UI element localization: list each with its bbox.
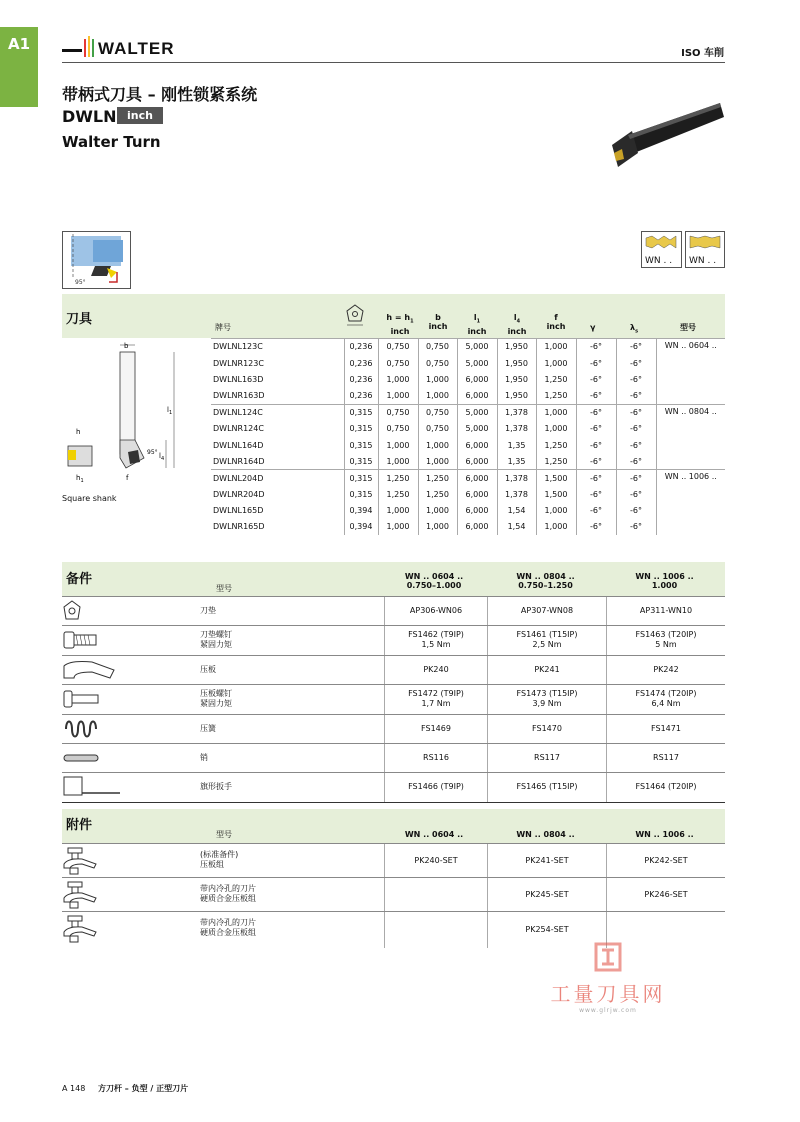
set-number-cell: PK246-SET bbox=[606, 878, 725, 912]
value-cell: 1,000 bbox=[536, 339, 576, 355]
part-number-cell: AP306-WN06 bbox=[384, 597, 487, 626]
part-number-cell: PK240 bbox=[384, 656, 487, 685]
value-cell: 6,000 bbox=[457, 502, 497, 518]
value-cell: 0,750 bbox=[378, 339, 418, 355]
part-number-cell: AP311-WN10 bbox=[606, 597, 725, 626]
table-row bbox=[211, 453, 725, 469]
value-cell: -6° bbox=[576, 355, 616, 371]
svg-text:f: f bbox=[126, 474, 129, 482]
value-cell: 0,236 bbox=[344, 371, 378, 387]
value-cell: 6,000 bbox=[457, 453, 497, 469]
value-cell: 0,394 bbox=[344, 502, 378, 518]
part-number-cell: AP307-WN08 bbox=[487, 597, 606, 626]
value-cell: -6° bbox=[576, 502, 616, 518]
value-cell: 1,000 bbox=[418, 388, 457, 404]
page-tab: A1 bbox=[0, 27, 38, 107]
unit-badge: inch bbox=[117, 107, 163, 124]
value-cell: 0,315 bbox=[344, 453, 378, 469]
value-cell: 0,315 bbox=[344, 486, 378, 502]
value-cell: 1,000 bbox=[378, 388, 418, 404]
value-cell: 1,000 bbox=[378, 519, 418, 535]
value-cell: 1,000 bbox=[378, 371, 418, 387]
part-number-cell: PK241 bbox=[487, 656, 606, 685]
value-cell: 1,35 bbox=[497, 437, 536, 453]
clamp-icon bbox=[62, 658, 118, 686]
value-cell: 1,950 bbox=[497, 388, 536, 404]
value-cell: 1,378 bbox=[497, 470, 536, 486]
value-cell: 1,54 bbox=[497, 502, 536, 518]
col-gamma: γ bbox=[590, 323, 596, 332]
table-row bbox=[211, 339, 725, 355]
page-title: 带柄式刀具 – 刚性锁紧系统 bbox=[62, 85, 258, 104]
value-cell: 1,250 bbox=[536, 437, 576, 453]
table-row bbox=[211, 519, 725, 535]
set-number-cell bbox=[384, 878, 487, 912]
value-cell: 1,000 bbox=[536, 502, 576, 518]
part-number-cell: FS1465 (T15IP) bbox=[487, 773, 606, 803]
value-cell: 6,000 bbox=[457, 437, 497, 453]
designation-cell: DWLNR124C bbox=[213, 424, 264, 434]
value-cell: -6° bbox=[576, 371, 616, 387]
value-cell: 1,250 bbox=[536, 388, 576, 404]
insert-icon bbox=[345, 303, 365, 333]
svg-text:WALTER: WALTER bbox=[98, 39, 175, 58]
set-number-cell: PK242-SET bbox=[606, 844, 725, 878]
value-cell: 1,378 bbox=[497, 420, 536, 436]
part-number-cell: RS117 bbox=[487, 744, 606, 773]
clamp-set-icon bbox=[62, 846, 102, 880]
value-cell: 1,000 bbox=[418, 519, 457, 535]
shim-screw-icon bbox=[62, 628, 102, 656]
value-cell: -6° bbox=[576, 339, 616, 355]
value-cell: 1,000 bbox=[378, 437, 418, 453]
machining-diagram bbox=[62, 231, 131, 289]
table-row bbox=[62, 772, 725, 802]
tool-holder-image bbox=[608, 95, 728, 179]
set-label: (标准备件) 压板组 bbox=[200, 850, 239, 869]
watermark: 工量刀具网 www.glrjw.com bbox=[538, 940, 678, 1014]
part-label: 压板螺钉 紧固力矩 bbox=[200, 689, 232, 708]
value-cell: -6° bbox=[616, 388, 656, 404]
watermark-logo-icon bbox=[588, 940, 628, 974]
part-number-cell: FS1469 bbox=[384, 715, 487, 744]
svg-text:95°: 95° bbox=[147, 449, 158, 456]
accessories-heading: 附件 bbox=[66, 818, 93, 833]
set-number-cell: PK245-SET bbox=[487, 878, 606, 912]
svg-text:95°: 95° bbox=[75, 279, 86, 286]
table-row bbox=[211, 404, 725, 420]
value-cell: -6° bbox=[576, 453, 616, 469]
value-cell: 0,750 bbox=[378, 355, 418, 371]
table-row bbox=[211, 502, 725, 518]
value-cell: 0,750 bbox=[378, 420, 418, 436]
designation-cell: DWLNR123C bbox=[213, 358, 264, 368]
tools-heading: 刀具 bbox=[66, 312, 93, 327]
part-label: 旗形扳手 bbox=[200, 782, 232, 791]
value-cell: -6° bbox=[576, 420, 616, 436]
part-number-cell: RS116 bbox=[384, 744, 487, 773]
value-cell: -6° bbox=[576, 437, 616, 453]
table-row bbox=[62, 714, 725, 743]
spares-col-3: WN .. 1006 .. 1.000 bbox=[635, 572, 694, 590]
pin-icon bbox=[62, 746, 102, 774]
table-row bbox=[62, 843, 725, 877]
designation-cell: DWLNR204D bbox=[213, 489, 265, 499]
value-cell: 1,950 bbox=[497, 339, 536, 355]
part-number-cell: FS1471 bbox=[606, 715, 725, 744]
value-cell: -6° bbox=[616, 502, 656, 518]
col-designation: 牌号 bbox=[215, 323, 231, 332]
part-number-cell: FS1462 (T9IP) 1,5 Nm bbox=[384, 626, 487, 656]
clamp-set-icon bbox=[62, 914, 102, 948]
value-cell: 1,950 bbox=[497, 371, 536, 387]
part-label: 压簧 bbox=[200, 724, 216, 733]
svg-text:l4: $l_4$ bbox=[159, 452, 165, 462]
part-label: 销 bbox=[200, 753, 208, 762]
value-cell: 1,000 bbox=[418, 371, 457, 387]
value-cell: 1,000 bbox=[536, 355, 576, 371]
value-cell: -6° bbox=[616, 453, 656, 469]
part-label: 刀垫螺钉 紧固力矩 bbox=[200, 630, 232, 649]
value-cell: 0,315 bbox=[344, 437, 378, 453]
table-row bbox=[211, 470, 725, 486]
set-label: 带内冷孔的刀片 硬质合金压板组 bbox=[200, 918, 256, 937]
value-cell: -6° bbox=[576, 388, 616, 404]
table-row bbox=[211, 420, 725, 436]
section-label: ISO 车削 bbox=[681, 48, 724, 59]
spares-heading: 备件 bbox=[66, 572, 93, 587]
value-cell: 1,000 bbox=[418, 437, 457, 453]
designation-cell: DWLNL165D bbox=[213, 506, 264, 516]
value-cell: -6° bbox=[616, 371, 656, 387]
designation-cell: DWLNL204D bbox=[211, 470, 344, 486]
value-cell: 5,000 bbox=[457, 355, 497, 371]
spares-col-1: WN .. 0604 .. 0.750–1.000 bbox=[404, 572, 464, 590]
designation-cell: DWLNL163D bbox=[213, 374, 264, 384]
value-cell: 1,250 bbox=[536, 453, 576, 469]
value-cell: 0,236 bbox=[344, 339, 378, 355]
value-cell: 1,000 bbox=[536, 420, 576, 436]
svg-text:h: h bbox=[76, 428, 81, 436]
flag-key-icon bbox=[62, 775, 122, 803]
value-cell: 0,750 bbox=[418, 355, 457, 371]
product-code: DWLN bbox=[62, 107, 117, 126]
svg-text:l1: $l_1$ bbox=[167, 406, 173, 416]
value-cell: 0,236 bbox=[344, 355, 378, 371]
value-cell: -6° bbox=[576, 486, 616, 502]
table-row bbox=[62, 877, 725, 911]
insert-type-cell: WN .. 0604 .. bbox=[656, 339, 725, 405]
value-cell: 1,250 bbox=[378, 486, 418, 502]
part-number-cell: FS1474 (T20IP) 6,4 Nm bbox=[606, 685, 725, 715]
value-cell: 1,000 bbox=[378, 453, 418, 469]
value-cell: -6° bbox=[616, 355, 656, 371]
value-cell: 0,750 bbox=[378, 404, 418, 420]
value-cell: 0,750 bbox=[418, 404, 457, 420]
designation-cell: DWLNL164D bbox=[213, 440, 264, 450]
walter-logo bbox=[62, 33, 202, 63]
acc-col-1: WN .. 0604 .. bbox=[404, 830, 464, 839]
clamp-screw-icon bbox=[62, 687, 102, 715]
value-cell: -6° bbox=[616, 519, 656, 535]
spares-type-label: 型号 bbox=[216, 584, 232, 593]
designation-cell: DWLNR163D bbox=[213, 391, 265, 401]
part-number-cell: FS1473 (T15IP) 3,9 Nm bbox=[487, 685, 606, 715]
value-cell: 0,315 bbox=[344, 420, 378, 436]
value-cell: 1,378 bbox=[497, 486, 536, 502]
value-cell: 6,000 bbox=[457, 519, 497, 535]
value-cell: 5,000 bbox=[457, 420, 497, 436]
set-number-cell: PK254-SET bbox=[487, 912, 606, 948]
value-cell: 1,000 bbox=[418, 453, 457, 469]
clamp-set-icon bbox=[62, 880, 102, 914]
col-l4: $l_4$ inch bbox=[507, 313, 527, 336]
value-cell: 5,000 bbox=[457, 339, 497, 355]
value-cell: 1,378 bbox=[497, 404, 536, 420]
part-label: 刀垫 bbox=[200, 606, 216, 615]
value-cell: 0,750 bbox=[418, 339, 457, 355]
value-cell: -6° bbox=[576, 519, 616, 535]
part-number-cell: FS1470 bbox=[487, 715, 606, 744]
table-row bbox=[211, 371, 725, 387]
shank-label: Square shank bbox=[62, 494, 117, 503]
table-row bbox=[62, 596, 725, 625]
insert-type-cell: WN .. 1006 .. bbox=[656, 470, 725, 536]
value-cell: 6,000 bbox=[457, 470, 497, 486]
set-label: 带内冷孔的刀片 硬质合金压板组 bbox=[200, 884, 256, 903]
table-row bbox=[62, 655, 725, 684]
value-cell: 1,000 bbox=[536, 404, 576, 420]
value-cell: 1,000 bbox=[418, 502, 457, 518]
spring-icon bbox=[62, 717, 102, 745]
designation-cell: DWLNR164D bbox=[213, 456, 265, 466]
part-number-cell: RS117 bbox=[606, 744, 725, 773]
value-cell: 1,250 bbox=[536, 371, 576, 387]
value-cell: -6° bbox=[616, 339, 656, 355]
table-row bbox=[62, 684, 725, 714]
value-cell: 1,250 bbox=[418, 470, 457, 486]
header-divider bbox=[62, 62, 725, 63]
part-number-cell: FS1466 (T9IP) bbox=[384, 773, 487, 803]
value-cell: 1,250 bbox=[378, 470, 418, 486]
value-cell: 0,394 bbox=[344, 519, 378, 535]
value-cell: 1,000 bbox=[378, 502, 418, 518]
value-cell: -6° bbox=[576, 404, 616, 420]
value-cell: 6,000 bbox=[457, 388, 497, 404]
set-number-cell bbox=[384, 912, 487, 948]
value-cell: 6,000 bbox=[457, 371, 497, 387]
shim-icon bbox=[62, 599, 102, 627]
col-f: f inch bbox=[546, 313, 566, 331]
value-cell: -6° bbox=[616, 404, 656, 420]
acc-type-label: 型号 bbox=[216, 830, 232, 839]
col-h: $h = h_1$ inch bbox=[386, 313, 414, 336]
value-cell: 5,000 bbox=[457, 404, 497, 420]
table-row bbox=[211, 355, 725, 371]
designation-cell: DWLNL123C bbox=[211, 339, 344, 355]
brand-name: Walter Turn bbox=[62, 133, 161, 151]
acc-col-3: WN .. 1006 .. bbox=[635, 830, 694, 839]
part-number-cell: FS1472 (T9IP) 1,7 Nm bbox=[384, 685, 487, 715]
table-row bbox=[211, 437, 725, 453]
col-type: 型号 bbox=[680, 323, 696, 332]
table-row bbox=[211, 388, 725, 404]
part-number-cell: FS1463 (T20IP) 5 Nm bbox=[606, 626, 725, 656]
part-label: 压板 bbox=[200, 665, 216, 674]
value-cell: -6° bbox=[616, 420, 656, 436]
insert-badge-1: WN . . bbox=[641, 231, 682, 268]
col-l1: $l_1$ inch bbox=[467, 313, 487, 336]
part-number-cell: FS1464 (T20IP) bbox=[606, 773, 725, 803]
value-cell: 1,500 bbox=[536, 470, 576, 486]
set-number-cell: PK241-SET bbox=[487, 844, 606, 878]
spares-bottom-rule bbox=[62, 802, 725, 803]
table-row bbox=[62, 743, 725, 772]
value-cell: 1,950 bbox=[497, 355, 536, 371]
value-cell: 0,315 bbox=[344, 404, 378, 420]
tools-table bbox=[211, 338, 725, 535]
value-cell: -6° bbox=[616, 486, 656, 502]
value-cell: 1,250 bbox=[418, 486, 457, 502]
acc-col-2: WN .. 0804 .. bbox=[516, 830, 575, 839]
value-cell: 1,54 bbox=[497, 519, 536, 535]
svg-text:h1: $h_1$ bbox=[76, 474, 84, 484]
tool-drawing bbox=[62, 340, 212, 494]
set-number-cell: PK240-SET bbox=[384, 844, 487, 878]
value-cell: -6° bbox=[616, 470, 656, 486]
value-cell: 1,35 bbox=[497, 453, 536, 469]
value-cell: -6° bbox=[616, 437, 656, 453]
svg-text:b: b bbox=[124, 342, 129, 350]
value-cell: 0,750 bbox=[418, 420, 457, 436]
value-cell: -6° bbox=[576, 470, 616, 486]
insert-badge-2: WN . . bbox=[685, 231, 725, 268]
col-lambda: $\lambda_s$ bbox=[630, 323, 639, 335]
part-number-cell: PK242 bbox=[606, 656, 725, 685]
value-cell: 0,315 bbox=[344, 470, 378, 486]
table-row bbox=[211, 486, 725, 502]
designation-cell: DWLNL124C bbox=[211, 404, 344, 420]
value-cell: 0,236 bbox=[344, 388, 378, 404]
spares-col-2: WN .. 0804 .. 0.750–1.250 bbox=[516, 572, 575, 590]
col-b: b inch bbox=[428, 313, 448, 331]
designation-cell: DWLNR165D bbox=[213, 522, 265, 532]
value-cell: 1,000 bbox=[536, 519, 576, 535]
insert-type-cell: WN .. 0804 .. bbox=[656, 404, 725, 470]
footer: A 148 方刀杆 – 负型 / 正型刀片 bbox=[62, 1084, 189, 1093]
value-cell: 1,500 bbox=[536, 486, 576, 502]
table-row bbox=[62, 625, 725, 655]
value-cell: 6,000 bbox=[457, 486, 497, 502]
part-number-cell: FS1461 (T15IP) 2,5 Nm bbox=[487, 626, 606, 656]
